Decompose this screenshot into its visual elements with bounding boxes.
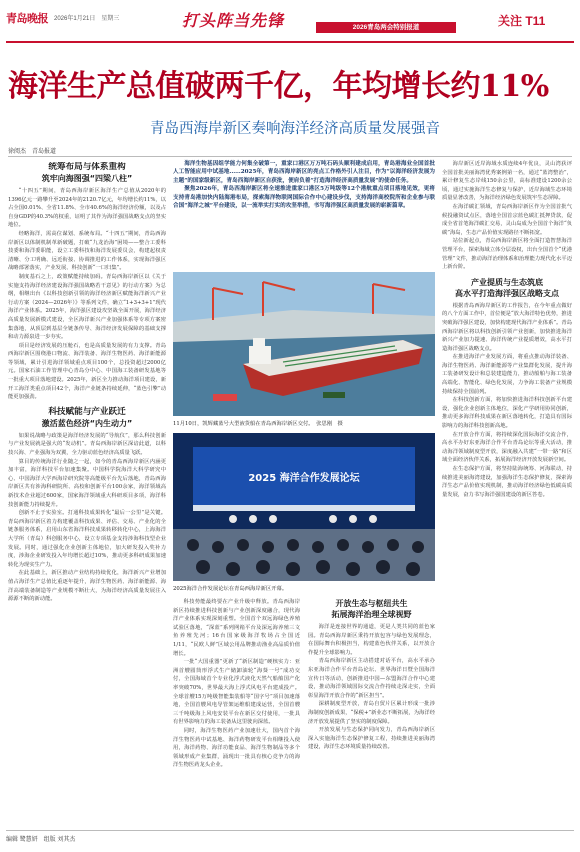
section-title: 开放生态与枢纽共生	[335, 599, 408, 608]
special-report-band: 2026青岛两会特别报道	[316, 22, 456, 33]
page-label: 关注 T11	[498, 14, 546, 28]
newspaper-logo: 青岛晚报	[6, 12, 48, 25]
intro-paragraph: 海洋生物基因组学能力何集全破第一，重家口港区万万吨石码头顺利建成启用，青岛港海业全国首批人工智能应用中试基地……2025年，青岛西海岸新区的亮点工作格外引人注目，作为“以海洋经济发展为主题”的国家级新区，青岛西海岸新区自获批，便肩负着“打造海洋经济高质量发展”的使命任务。	[173, 161, 435, 184]
paragraph: 在生态保护方面，将坚持陆海统筹、河海联动，持续推进美丽海湾建设，加强海洋生态保护修复，探索海洋生态产品价值实现机制，推动海洋经济绿色低碳高质量发展，奋力书写海洋强国建设的新区答卷。	[442, 466, 572, 498]
column-right	[442, 160, 572, 830]
paragraph: 根据青岛西海岸新区的工作报告，在今年重点做好的八个方面工作中，首位便是“放大海洋特色优势，推进突破海洋强区建设，加快构建现代海洋产业体系”。青岛西海岸新区将以科技创新引领产业创新，加快推进海洋新兴产业加力提速、海洋传统产业提质增效，高水平打造海洋强区战略支点。	[442, 302, 572, 352]
footer-rule	[6, 830, 574, 831]
paragraph: 深耕制度型开放，青岛自贸片区累计形成一批涉海制度创新成果，“保税+”新业态不断拓展，为海洋经济开放发展提供了坚实的制度保障。	[308, 701, 435, 725]
issue-date: 2026年1月21日 星期三	[54, 16, 120, 22]
tanker-ship-illustration	[173, 272, 435, 416]
paragraph: 海岸新区近岸海域水质连续4年优良，灵山湾获评全国首批美丽海湾优秀案例第一名，通过“蓝湾整治”，累计修复生态岸线150余公里，高标准建设1200余公顷，通过实施海洋生态修复与保护，近岸海域生态环境质量显著改善，为海洋经济绿色发展筑牢生态屏障。	[442, 161, 572, 202]
paragraph: 在科技创新方面，将加快推进海洋科技创新平台建设，强化企业创新主体地位，深化产学研用协同创新，推动更多海洋科技成果在新区落地转化，打造具有国际影响力的海洋科技创新高地。	[442, 397, 572, 430]
paragraph: 如果说战略与政策是海洋经济发展的“导航仪”，那么科技创新与产业发展就是强大的“发动机”。青岛西海岸新区深谙此道，以科技兴海、产业强海为双翼，全力驱动蓝色经济高质量飞跃。	[8, 432, 166, 457]
paragraph: 经略海洋，需高位谋划、系统布局。“十四五”期间，青岛西海岸新区以体制机制革新破题，打破“九龙治海”困境——整合工委科技委和海洋委职能，设立工委科技和海洋发展委员会，构建起权责清晰、分工明确、远近衔接、协调推进的工作体系，实现海洋强区战略部署落实，产业发展、科技创新“一口归集”。	[8, 230, 166, 272]
intro-paragraph: 聚焦2026年，青岛西海岸新区将全速推进重家口港区5万吨级等12个港航重点项目落地见效，更将支持青岛港加快内陆海港布局，探索海洋物联网国际合作中心建设步伐，支持海洋高校院所和企业参与联合国“海洋之城”平台建设，以一流举实打实的攻坚举措，书写海洋强区高质量发展的崭新篇章。	[173, 186, 435, 210]
paragraph: 科技势能最终要在产业升级中释放。青岛西海岸新区持续推进科技创新与产业创新深度融合，现代海洋产业体系实现深刻重塑。全国首个双远海绿色养殖试验区落地，“深蓝”系列网箱平台及深远海养殖三文鱼养殖先河；16台国家级海洋牧场占全国近1/11，“民欧人鲜”区域公用品牌推动渔业高品质价值增长。	[173, 599, 300, 657]
tanker-ship-photo	[173, 272, 435, 416]
paragraph: 开放发展与生态保护同向发力，青岛西海岸新区深入实施海洋生态保护修复工程，持续推进美丽海湾建设，海洋生态环境质量持续改善。	[308, 727, 435, 751]
header-rule	[6, 41, 574, 43]
header-slogan: 打头阵当先锋	[182, 11, 285, 30]
paragraph: “十四五”期间，青岛西海岸新区海洋生产总值从2020年的1396亿元一路攀升至2024年的2120.7亿元，年均增长约11%，以占全国0.01%、全省11.8%、全市40.6%的海洋经济份额，以及占自身GDP的40.3%的权重，证明了其作为海洋强国战略支点的坚实地位。	[8, 188, 166, 229]
paragraph: 在推进海洋产业发展方面，将重点推动海洋装备、海洋生物医药、海洋新能源等产业集群化发展，提升海工装备研发设计和总装建造能力，推动船舶与海工装备高端化、智能化、绿色化发展，力争海工装备产业规模持续保持全国前列。	[442, 354, 572, 395]
paragraph: 同时，海洋生物医药产业加速壮大，国内首个海洋生物医药中试基地、海洋药物研发平台相继投入使用，海洋药物、海洋功能食品、海洋生物制品等多个领域形成产业集群，涌现出一批具有核心竞争力的海洋生物医药龙头企业。	[173, 727, 300, 769]
headline-divider	[8, 156, 572, 157]
paragraph: 一批“大国重器”更新了“新区制造”硬核实力：亚洲首艘圆筒形浮式生产储卸油轮“海葵一号”成功交付，全国海域首个专业化浮式液化天然气船舶国产化率突破70%，世界最大海上浮式风电平台建成投产。全球首艘15万吨级智能集装船等“国字号”项目加速落地，全国首艘风电导管架运维船建成运营，全国首艘三千吨级海上风电安装平台在新区交付使用，一批具有世界影响力的海工装备从这里驶向深蓝。	[173, 659, 300, 726]
paragraph: 青岛西海岸新区主动搭建对话平台，高水平承办东亚海洋合作平台青岛论坛、世界海洋日暨全国海洋宣传日等活动，创新推进中国—东盟海洋合作中心建设，推动海洋领域国际交流合作持续走深走实，全面彰显海洋开放合作的“新区担当”。	[308, 658, 435, 699]
page-header	[0, 0, 580, 42]
paragraph: 制度基石之上，政策赋能持续加码。青岛西海岸新区以《关于实施支持海洋经济建设海洋强国战略若干意见》的行动方案》为总纲，相继出台《以科技创新引领的海洋经济新区赋能海洋新兴产业行动方案（2024—2026年）》等系列文件，确立“1+3+3+1”现代海洋产业体系。2025年，海洋强区建设攻坚战全面开展，海洋经济高质量发展新模式建设，全区海洋新兴产业加强体系等专项方案密集落地，从顶层到基层全链条传导、海洋经济发展保障的基础支撑和动力源泉进一步夯实。	[8, 273, 166, 341]
column-center-a	[173, 598, 300, 830]
forum-stage-illustration	[173, 433, 435, 581]
paragraph: 项目是经济发展的压舱石，也是高质量发展的有力支撑。青岛西海岸新区围绕港口物流、海洋装备、海洋生物医药、海洋新能源等领域，累计引进海洋领域重点项目100个，总投资超过2000亿元。国家石油工作管理中心青岛分中心、中国海工装备研发基地等一批重大项目落地建设。2025年，新区全力推动海洋项目建设，新开工海洋类重点项目42个，海洋产业链条持续延伸，“蓝色引擎”动能更加强劲。	[8, 342, 166, 401]
column-left	[8, 162, 166, 828]
editor-credits: 编辑 鹭慧妍 组版 刘其杰	[6, 837, 76, 843]
paragraph: 海洋是连接世界的通道，更是人类共同的蓝色家园。青岛西海岸新区秉持开放包容与绿色发展理念，在国际舞台积极担当，构建蓝色伙伴关系，以开放合作提升全球影响力。	[308, 624, 435, 656]
forum-photo	[173, 433, 435, 581]
paragraph: 站位新起点，青岛西海岸新区将全面打造智慧海洋管理平台，探索海域立体分层设权，出台全国首个“优港管理”文件，推动海洋治理体系和治理能力现代化水平迈上新台阶。	[442, 238, 572, 271]
paragraph: 在此基础上，新区推动产业结构持续优化，海洋新兴产业增加值占海洋生产总值比重逐年提升，海洋生物医药、海洋新能源、海洋高端装备制造等产业规模不断壮大，为海洋经济高质量发展注入源源不断的新动能。	[8, 570, 166, 603]
section-subtitle: 筑牢向海图强“四梁八柱”	[41, 174, 133, 183]
paragraph: 在海洋碳汇领域，青岛西海岸新区作为全国首批气候投融资试点区，落地全国首宗蓝色碳汇抵押贷款，促成全省首笔海洋碳汇交易，灵山岛成为全国首个海洋“负碳”海岛，生态产品价值实现路径不断拓宽。	[442, 203, 572, 236]
headline: 海洋生产总值破两千亿，年均增长约11%	[8, 69, 549, 104]
section-subtitle: 拓展海洋治理全球视野	[331, 610, 412, 619]
subtitle: 青岛西海岸新区奏响海洋经济高质量发展强音	[150, 121, 440, 137]
byline: 徐阅杰 青岛报道	[8, 149, 57, 155]
paragraph: 在开放合作方面，将持续深化国际海洋交流合作，高水平办好东亚海洋合作平台青岛论坛等重大活动，推动海洋领域制度型开放，深度融入共建“一带一路”和区域全面经济伙伴关系，拓展海洋经济开放发展新空间。	[442, 431, 572, 464]
section-subtitle: 高水平打造海洋强区战略支点	[455, 288, 559, 298]
section-subtitle: 激活蓝色经济“内生动力”	[41, 418, 133, 428]
section-title: 产业提质与生态筑底	[471, 277, 543, 287]
paragraph: 算目的传统海洋行业随之一起，如今的青岛西海岸新区内涵更加丰富，海洋科技平台加速集聚。中国科学院海洋大科学研究中心、中国海洋大学西海岸研究院等高能级平台先后落地，青岛西海岸新区共有涉海科研院所、高校和创新平台100余家，海洋领域高新技术企业超过600家，国家海洋领域重大科研项目多项，海洋科技创新能力持续提升。	[8, 458, 166, 508]
section-title: 统筹布局与体系重构	[48, 162, 126, 172]
column-center-b	[308, 598, 435, 830]
photo-caption: 11月10日，凯辉藏蓝号大型液货船在青岛西海岸新区交付。 张思刚 摄	[173, 421, 343, 427]
intro-block	[173, 160, 435, 266]
section-title: 科技赋能与产业跃迁	[48, 406, 126, 417]
forum-banner-text: 2025 海洋合作发展论坛	[248, 473, 360, 484]
photo-caption: 2025海洋合作发展论坛在青岛西海岸新区开幕。	[173, 586, 288, 592]
paragraph: 创新不止于实验室。打通科技成果转化“最后一公里”是关键。青岛西海岸新区着力构建覆盖科技成果、评估、交易、产业化的全链条服务体系，启用山东省海洋科技成果转移转化中心，上海海洋大学所（青岛）科创服务中心，设立专项基金支持涉海科技型企业发展。同时，通过强化企业创新主体地位，加大研发投入奖补力度，涉海企业研发投入年均增长超过10%，推动更多科研成果加速转化为现实生产力。	[8, 510, 166, 568]
